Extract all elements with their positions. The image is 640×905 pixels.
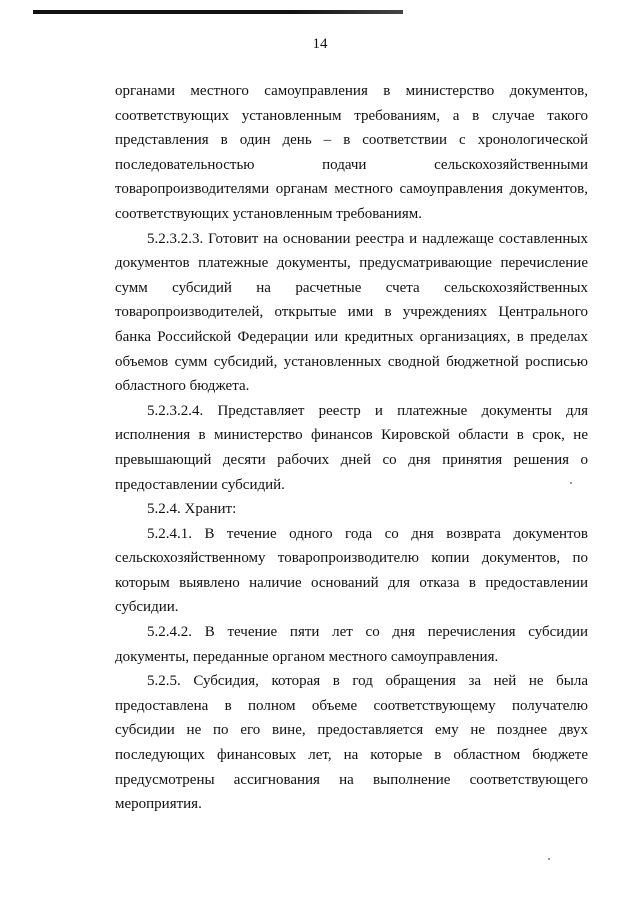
paragraph-5-2-4: 5.2.4. Хранит: <box>147 501 237 518</box>
paragraph-5-2-4-2: 5.2.4.2. В течение пяти лет со дня перечисления субсидии документы, переданные органом местного самоуправления. <box>115 624 588 665</box>
paragraph-continuation: органами местного самоуправления в министерство документов, соответствующих установленным требованиям, а в случае такого представления в один день – в соответствии с хронологической последовательностью подачи сельскохозяйственными товаропроизводителями органам местного самоуправления документов, соответствующих установленным требованиям. <box>115 83 588 222</box>
paragraph-5-2-4-1: 5.2.4.1. В течение одного года со дня возврата документов сельскохозяйственному товаропроизводителю копии документов, по которым выявлено наличие оснований для отказа в предоставлении субсидии. <box>115 525 588 616</box>
page-number: 14 <box>312 36 328 52</box>
scan-speck <box>570 482 572 484</box>
top-rule <box>33 10 403 14</box>
paragraph-5-2-5: 5.2.5. Субсидия, которая в год обращения за ней не была предоставлена в полном объеме соответствующему получателю субсидии не по его вине, предоставляется ему не позднее двух последующих финансовых лет, на которые в областном бюджете предусмотрены ассигнования на выполнение соответствующего мероприятия. <box>115 673 588 813</box>
paragraph-5-2-3-2-3: 5.2.3.2.3. Готовит на основании реестра и надлежаще составленных документов платежные документы, предусматривающие перечисление сумм субсидий на расчетные счета сельскохозяйственных товаропроизводителей, открытые ими в учреждениях Центрального банка Российской Федерации или кредитных организациях, в пределах объемов сумм субсидий, установленных сводной бюджетной росписью областного бюджета. <box>115 230 588 395</box>
paragraph-5-2-3-2-4: 5.2.3.2.4. Представляет реестр и платежные документы для исполнения в министерство финансов Кировской области в срок, не превышающий десяти рабочих дней со дня принятия решения о предоставлении субсидий. <box>115 402 588 493</box>
scan-speck <box>548 858 550 860</box>
document-body <box>115 79 588 817</box>
